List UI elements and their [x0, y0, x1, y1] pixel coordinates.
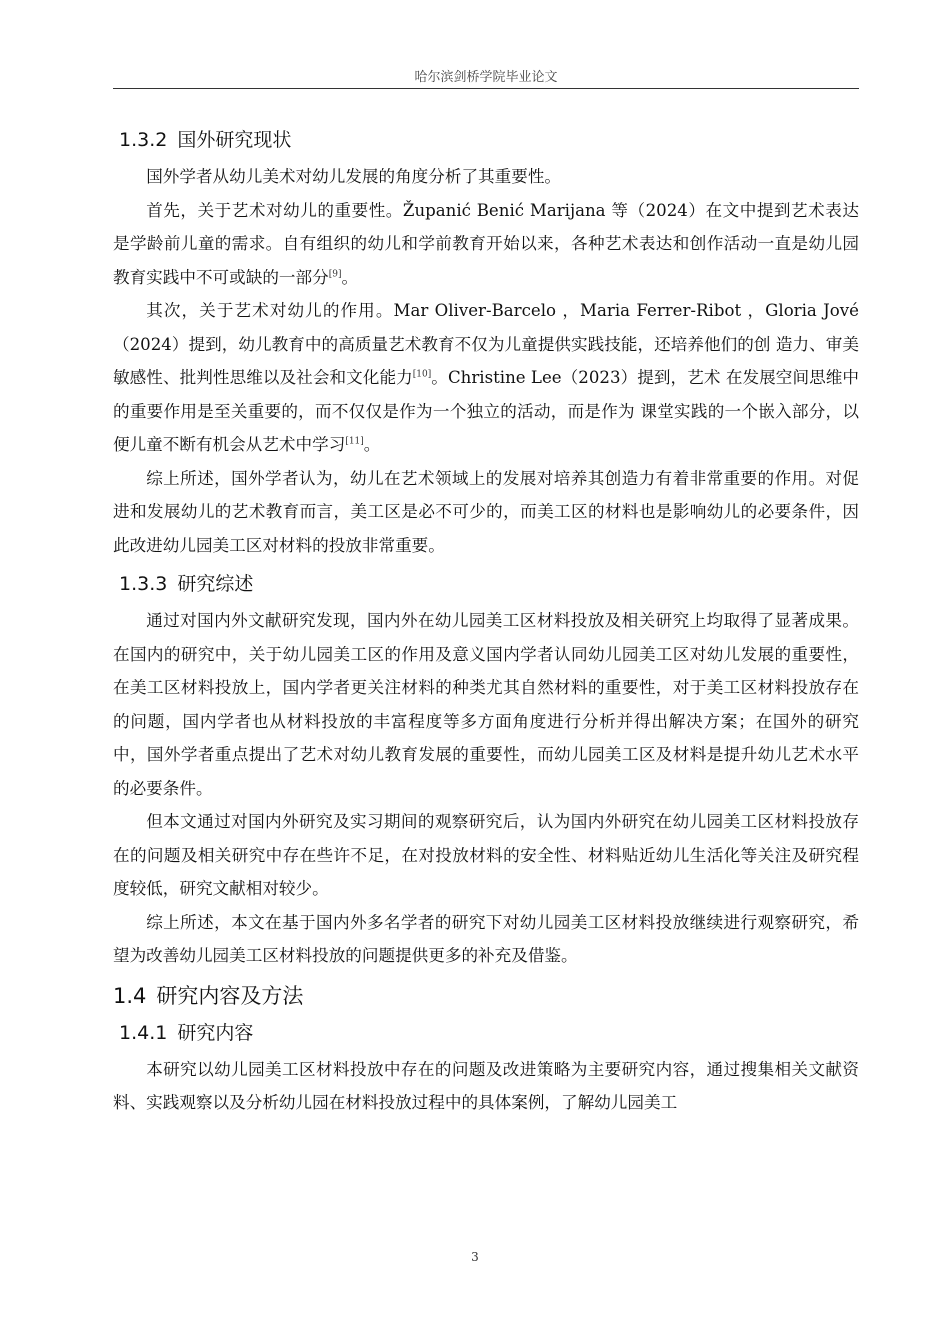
section-heading-1-4-1 [119, 1019, 859, 1047]
paragraph-text: 首先，关于艺术对幼儿的重要性。Županić Benić Marijana 等（2024）在文中提到艺术表达是学龄前儿童的需求。自有组织的幼儿和学前教育开始以来，各种艺术表达和创作活动一直是幼儿园教育实践中不可或缺的一部分 [113, 200, 859, 287]
section-heading-1-4 [113, 981, 859, 1011]
section-number: 1.4.1 [119, 1021, 168, 1044]
paragraph-text: 。Christine Lee（2023）提到，艺术 在发展空间思维中的重要作用是至关重要的，而不仅仅是作为一个独立的活动，而是作为 课堂实践的一个嵌入部分，以便儿童不断有机会从艺术中学习 [113, 368, 860, 454]
section-title: 研究内容 [177, 1021, 254, 1044]
paragraph: 综上所述，本文在基于国内外多名学者的研究下对幼儿园美工区材料投放继续进行观察研究，希望为改善幼儿园美工区材料投放的问题提供更多的补充及借鉴。 [113, 912, 859, 965]
section-number: 1.3.2 [119, 129, 168, 151]
header-rule [113, 88, 859, 89]
paragraph: 本研究以幼儿园美工区材料投放中存在的问题及改进策略为主要研究内容，通过搜集相关文献资料、实践观察以及分析幼儿园在材料投放过程中的具体案例，了解幼儿园美工 [113, 1059, 859, 1112]
paragraph-text: 。 [363, 435, 381, 454]
section-heading-1-3-2 [119, 126, 859, 154]
paragraph-text: 其次，关于艺术对幼儿的作用。Mar Oliver-Barcelo ，Maria Ferrer-Ribot ，Gloria Jové （2024）提到，幼儿教育中的高质量艺术教育不仅为儿童提供实践技能，还培养他们的创 造力、审美敏感性、批判性思维以及社会和文化能力 [113, 301, 859, 387]
section-title: 国外研究现状 [177, 129, 292, 151]
page-number: 3 [471, 1250, 479, 1264]
citation-ref: [9] [328, 268, 342, 279]
section-number: 1.4 [113, 983, 147, 1008]
page-body [113, 118, 859, 1120]
citation-ref: [10] [412, 369, 432, 380]
section-heading-1-3-3 [119, 570, 859, 598]
paragraph: 通过对国内外文献研究发现，国内外在幼儿园美工区材料投放及相关研究上均取得了显著成果。在国内的研究中，关于幼儿园美工区的作用及意义国内学者认同幼儿园美工区对幼儿发展的重要性，在美工区材料投放上，国内学者更关注材料的种类尤其自然材料的重要性，对于美工区材料投放存在的问题，国内学者也从材料投放的丰富程度等多方面角度进行分析并得出解决方案；在国外的研究中，国外学者重点提出了艺术对幼儿教育发展的重要性，而幼儿园美工区及材料是提升幼儿艺术水平的必要条件。 [113, 611, 859, 798]
running-header: 哈尔滨剑桥学院毕业论文 [414, 70, 558, 85]
section-title: 研究综述 [177, 573, 254, 595]
paragraph: 但本文通过对国内外研究及实习期间的观察研究后，认为国内外研究在幼儿园美工区材料投放存在的问题及相关研究中存在些许不足，在对投放材料的安全性、材料贴近幼儿生活化等关注及研究程度较低，研究文献相对较少。 [113, 812, 859, 898]
paragraph [113, 294, 859, 462]
paragraph: 国外学者从幼儿美术对幼儿发展的角度分析了其重要性。 [146, 167, 562, 186]
citation-ref: [11] [345, 436, 364, 447]
paragraph: 综上所述，国外学者认为，幼儿在艺术领域上的发展对培养其创造力有着非常重要的作用。对促进和发展幼儿的艺术教育而言，美工区是必不可少的，而美工区的材料也是影响幼儿的必要条件，因此改进幼儿园美工区对材料的投放非常重要。 [113, 468, 859, 555]
paragraph [113, 194, 859, 295]
section-number: 1.3.3 [119, 573, 168, 595]
section-title: 研究内容及方法 [156, 983, 304, 1008]
paragraph-text: 。 [341, 267, 359, 287]
